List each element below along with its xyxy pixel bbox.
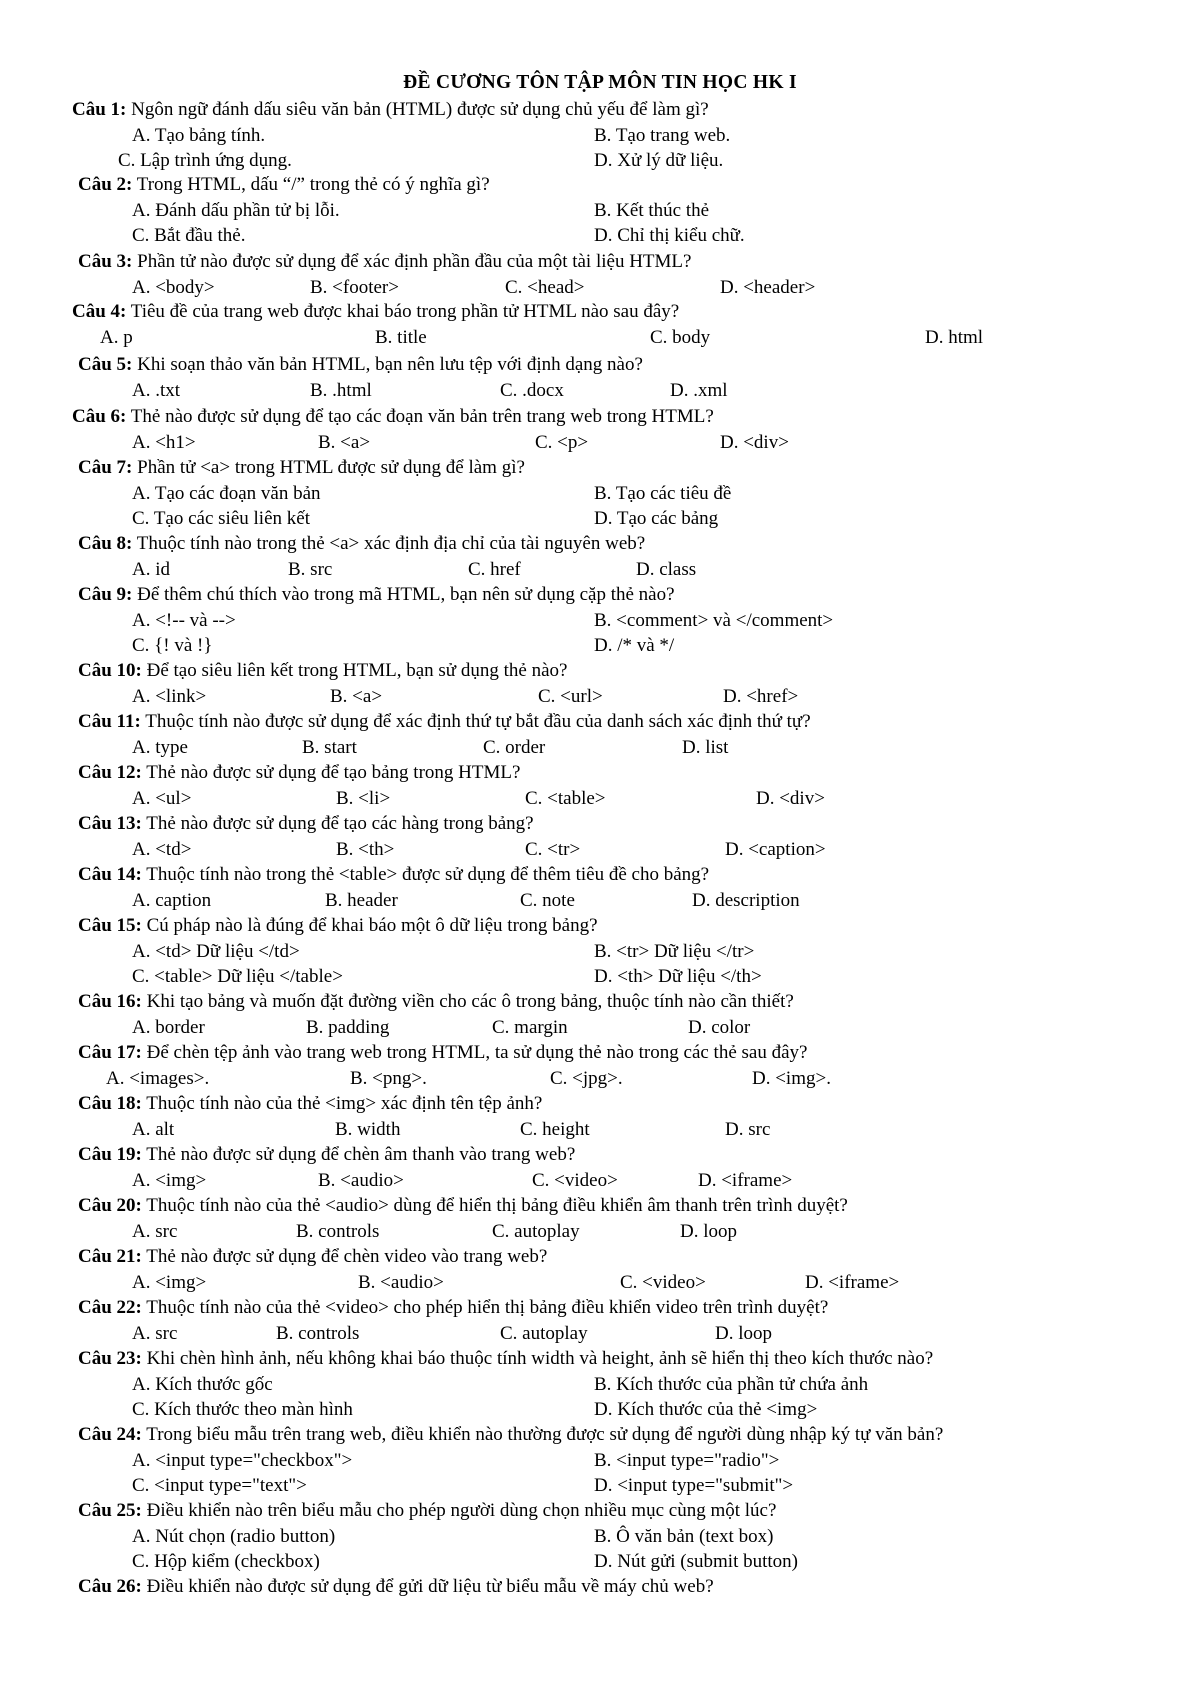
question-21 <box>78 1245 547 1269</box>
answer-option: C. Tạo các siêu liên kết <box>132 508 310 529</box>
answer-option: B. Tạo các tiêu đề <box>594 482 732 504</box>
answer-option: C. <jpg>. <box>550 1067 623 1089</box>
question-label: Câu 23: <box>78 1348 142 1369</box>
answer-option: C. <video> <box>620 1271 706 1293</box>
answer-option: B. <a> <box>330 685 383 707</box>
answer-option: D. Chỉ thị kiểu chữ. <box>594 225 745 246</box>
answer-option: A. <body> <box>132 276 215 298</box>
question-text: Thuộc tính nào trong thẻ <table> được sử dụng để thêm tiêu đề cho bảng? <box>141 864 710 885</box>
answer-option: D. <iframe> <box>805 1271 900 1293</box>
question-text: Trong HTML, dấu “/” trong thẻ có ý nghĩa gì? <box>132 174 490 195</box>
question-22 <box>78 1296 828 1320</box>
question-text: Thẻ nào được sử dụng để chèn video vào trang web? <box>141 1246 548 1267</box>
answer-option: D. src <box>725 1118 771 1140</box>
answer-option: C. Lập trình ứng dụng. <box>118 150 292 171</box>
question-label: Câu 2: <box>78 174 133 195</box>
answer-option: B. .html <box>310 379 372 401</box>
answer-option: C. body <box>650 326 711 348</box>
question-9 <box>78 583 675 607</box>
answer-option: C. .docx <box>500 379 564 401</box>
question-5 <box>78 353 643 377</box>
question-text: Thẻ nào được sử dụng để chèn âm thanh vào trang web? <box>141 1144 576 1165</box>
question-18 <box>78 1092 542 1116</box>
question-text: Thuộc tính nào của thẻ <audio> dùng để hiển thị bảng điều khiển âm thanh trên trình duyệt? <box>141 1195 848 1216</box>
answer-option: B. <audio> <box>318 1169 404 1191</box>
answer-option: C. <input type="text"> <box>132 1475 307 1496</box>
answer-option: C. note <box>520 889 575 911</box>
answer-option: A. <img> <box>132 1169 207 1191</box>
answer-option: A. <input type="checkbox"> <box>132 1449 353 1471</box>
question-11 <box>78 710 811 734</box>
answer-option: B. controls <box>296 1220 380 1242</box>
answer-option: D. <th> Dữ liệu </th> <box>594 966 762 987</box>
answer-option: A. <h1> <box>132 431 196 453</box>
answer-option: A. Tạo bảng tính. <box>132 124 266 146</box>
question-label: Câu 3: <box>78 251 133 272</box>
answer-option: D. description <box>692 889 800 911</box>
question-text: Để chèn tệp ảnh vào trang web trong HTML, ta sử dụng thẻ nào trong các thẻ sau đây? <box>141 1042 808 1063</box>
answer-option: A. .txt <box>132 379 181 401</box>
answer-option: A. <link> <box>132 685 207 707</box>
question-text: Tiêu đề của trang web được khai báo trong phần tử HTML nào sau đây? <box>126 301 680 322</box>
answer-option: D. Tạo các bảng <box>594 508 719 529</box>
answer-option: C. margin <box>492 1016 568 1038</box>
question-10 <box>78 659 567 683</box>
answer-option: C. height <box>520 1118 590 1140</box>
question-label: Câu 11: <box>78 711 141 732</box>
question-2 <box>78 173 490 197</box>
answer-option: A. src <box>132 1322 178 1344</box>
answer-option: B. Kích thước của phần tử chứa ảnh <box>594 1373 869 1395</box>
question-label: Câu 5: <box>78 354 133 375</box>
answer-option: B. <a> <box>318 431 371 453</box>
answer-option: A. <!-- và --> <box>132 609 236 631</box>
answer-option: B. Ô văn bản (text box) <box>594 1525 774 1547</box>
question-label: Câu 12: <box>78 762 142 783</box>
question-3 <box>78 250 691 274</box>
answer-option: C. Hộp kiểm (checkbox) <box>132 1551 320 1572</box>
question-text: Cú pháp nào là đúng để khai báo một ô dữ liệu trong bảng? <box>141 915 598 936</box>
question-label: Câu 24: <box>78 1424 142 1445</box>
answer-option: A. alt <box>132 1118 175 1140</box>
answer-option: D. class <box>636 558 697 580</box>
answer-option: B. width <box>335 1118 401 1140</box>
question-17 <box>78 1041 807 1065</box>
answer-option: D. <href> <box>723 685 799 707</box>
answer-option: A. src <box>132 1220 178 1242</box>
answer-option: D. Xử lý dữ liệu. <box>594 150 724 171</box>
answer-option: A. id <box>132 558 170 580</box>
answer-option: B. header <box>325 889 398 911</box>
answer-option: B. Kết thúc thẻ <box>594 199 710 221</box>
question-label: Câu 20: <box>78 1195 142 1216</box>
answer-option: C. href <box>468 558 521 580</box>
question-label: Câu 19: <box>78 1144 142 1165</box>
answer-option: D. loop <box>715 1322 772 1344</box>
question-text: Khi soạn thảo văn bản HTML, bạn nên lưu tệp với định dạng nào? <box>132 354 643 375</box>
question-text: Khi chèn hình ảnh, nếu không khai báo thuộc tính width và height, ảnh sẽ hiển thị theo kích thước nào? <box>141 1348 934 1369</box>
question-16 <box>78 990 794 1014</box>
answer-option: D. .xml <box>670 379 728 401</box>
answer-option: A. Đánh dấu phần tử bị lỗi. <box>132 199 340 221</box>
answer-option: C. Bắt đầu thẻ. <box>132 225 246 246</box>
question-label: Câu 22: <box>78 1297 142 1318</box>
answer-option: D. <header> <box>720 276 816 298</box>
question-label: Câu 21: <box>78 1246 142 1267</box>
answer-option: C. <video> <box>532 1169 618 1191</box>
question-label: Câu 7: <box>78 457 133 478</box>
question-text: Để thêm chú thích vào trong mã HTML, bạn nên sử dụng cặp thẻ nào? <box>132 584 675 605</box>
question-7 <box>78 456 525 480</box>
question-label: Câu 17: <box>78 1042 142 1063</box>
answer-option: A. <td> <box>132 838 192 860</box>
answer-option: A. p <box>100 326 133 348</box>
question-20 <box>78 1194 848 1218</box>
answer-option: A. <images>. <box>106 1067 210 1089</box>
answer-option: D. <iframe> <box>698 1169 793 1191</box>
question-text: Thuộc tính nào được sử dụng để xác định thứ tự bắt đầu của danh sách xác định thứ tự? <box>140 711 811 732</box>
question-26 <box>78 1575 714 1599</box>
question-label: Câu 25: <box>78 1500 142 1521</box>
answer-option: A. type <box>132 736 188 758</box>
answer-option: B. controls <box>276 1322 360 1344</box>
answer-option: A. Kích thước gốc <box>132 1373 273 1395</box>
answer-option: C. order <box>483 736 546 758</box>
answer-option: A. <ul> <box>132 787 192 809</box>
question-text: Thuộc tính nào trong thẻ <a> xác định địa chỉ của tài nguyên web? <box>132 533 646 554</box>
question-label: Câu 4: <box>72 301 127 322</box>
answer-option: C. autoplay <box>492 1220 580 1242</box>
answer-option: B. <footer> <box>310 276 399 298</box>
question-text: Khi tạo bảng và muốn đặt đường viền cho các ô trong bảng, thuộc tính nào cần thiết? <box>141 991 794 1012</box>
question-text: Điều khiển nào được sử dụng để gửi dữ liệu từ biểu mẫu về máy chủ web? <box>141 1576 714 1597</box>
answer-option: D. <div> <box>756 787 825 809</box>
question-text: Thẻ nào được sử dụng để tạo các hàng trong bảng? <box>141 813 534 834</box>
answer-option: D. <input type="submit"> <box>594 1475 794 1496</box>
question-6 <box>72 405 714 429</box>
question-19 <box>78 1143 575 1167</box>
question-text: Để tạo siêu liên kết trong HTML, bạn sử dụng thẻ nào? <box>141 660 568 681</box>
answer-option: C. {! và !} <box>132 635 213 656</box>
question-23 <box>78 1347 933 1371</box>
question-label: Câu 10: <box>78 660 142 681</box>
answer-option: B. <input type="radio"> <box>594 1449 780 1471</box>
question-24 <box>78 1423 943 1447</box>
answer-option: C. <url> <box>538 685 603 707</box>
question-text: Điều khiển nào trên biểu mẫu cho phép người dùng chọn nhiều mục cùng một lúc? <box>141 1500 777 1521</box>
answer-option: B. title <box>375 326 427 348</box>
answer-option: B. <tr> Dữ liệu </tr> <box>594 940 755 962</box>
question-12 <box>78 761 520 785</box>
answer-option: B. padding <box>306 1016 390 1038</box>
question-text: Phần tử nào được sử dụng để xác định phần đầu của một tài liệu HTML? <box>132 251 692 272</box>
question-14 <box>78 863 709 887</box>
question-label: Câu 6: <box>72 406 127 427</box>
page-title: ĐỀ CƯƠNG TÔN TẬP MÔN TIN HỌC HK I <box>403 72 797 93</box>
answer-option: B. <audio> <box>358 1271 444 1293</box>
answer-option: D. Nút gửi (submit button) <box>594 1551 798 1572</box>
question-text: Thẻ nào được sử dụng để tạo bảng trong HTML? <box>141 762 521 783</box>
question-text: Thuộc tính nào của thẻ <img> xác định tên tệp ảnh? <box>141 1093 543 1114</box>
answer-option: A. Nút chọn (radio button) <box>132 1525 336 1547</box>
question-13 <box>78 812 534 836</box>
answer-option: C. <tr> <box>525 838 581 860</box>
question-4 <box>72 300 679 324</box>
answer-option: B. start <box>302 736 357 758</box>
question-label: Câu 16: <box>78 991 142 1012</box>
answer-option: C. <p> <box>535 431 589 453</box>
answer-option: D. <caption> <box>725 838 826 860</box>
question-label: Câu 18: <box>78 1093 142 1114</box>
answer-option: D. /* và */ <box>594 635 675 656</box>
answer-option: A. caption <box>132 889 212 911</box>
question-text: Phần tử <a> trong HTML được sử dụng để làm gì? <box>132 457 525 478</box>
question-1 <box>72 98 709 122</box>
answer-option: B. <li> <box>336 787 391 809</box>
question-label: Câu 1: <box>72 99 127 120</box>
question-text: Ngôn ngữ đánh dấu siêu văn bản (HTML) được sử dụng chủ yếu để làm gì? <box>126 99 709 120</box>
answer-option: C. <head> <box>505 276 585 298</box>
answer-option: B. <th> <box>336 838 395 860</box>
answer-option: A. <td> Dữ liệu </td> <box>132 940 300 962</box>
question-25 <box>78 1499 776 1523</box>
answer-option: D. html <box>925 326 984 348</box>
answer-option: C. Kích thước theo màn hình <box>132 1399 353 1420</box>
answer-option: B. <png>. <box>350 1067 427 1089</box>
answer-option: D. Kích thước của thẻ <img> <box>594 1399 818 1420</box>
question-label: Câu 13: <box>78 813 142 834</box>
answer-option: C. autoplay <box>500 1322 588 1344</box>
answer-option: D. loop <box>680 1220 737 1242</box>
answer-option: B. Tạo trang web. <box>594 124 731 146</box>
question-label: Câu 15: <box>78 915 142 936</box>
answer-option: A. Tạo các đoạn văn bản <box>132 482 321 504</box>
answer-option: A. <img> <box>132 1271 207 1293</box>
answer-option: C. <table> <box>525 787 606 809</box>
question-text: Trong biểu mẫu trên trang web, điều khiển nào thường được sử dụng để người dùng nhập ký tự văn bản? <box>141 1424 944 1445</box>
question-label: Câu 9: <box>78 584 133 605</box>
answer-option: A. border <box>132 1016 205 1038</box>
answer-option: D. list <box>682 736 729 758</box>
question-text: Thuộc tính nào của thẻ <video> cho phép hiển thị bảng điều khiển video trên trình duyệt? <box>141 1297 829 1318</box>
question-15 <box>78 914 598 938</box>
question-label: Câu 14: <box>78 864 142 885</box>
answer-option: D. <div> <box>720 431 789 453</box>
answer-option: C. <table> Dữ liệu </table> <box>132 966 343 987</box>
answer-option: B. src <box>288 558 333 580</box>
answer-option: B. <comment> và </comment> <box>594 609 834 631</box>
question-8 <box>78 532 645 556</box>
answer-option: D. color <box>688 1016 751 1038</box>
question-label: Câu 26: <box>78 1576 142 1597</box>
answer-option: D. <img>. <box>752 1067 831 1089</box>
question-text: Thẻ nào được sử dụng để tạo các đoạn văn bản trên trang web trong HTML? <box>126 406 714 427</box>
question-label: Câu 8: <box>78 533 133 554</box>
